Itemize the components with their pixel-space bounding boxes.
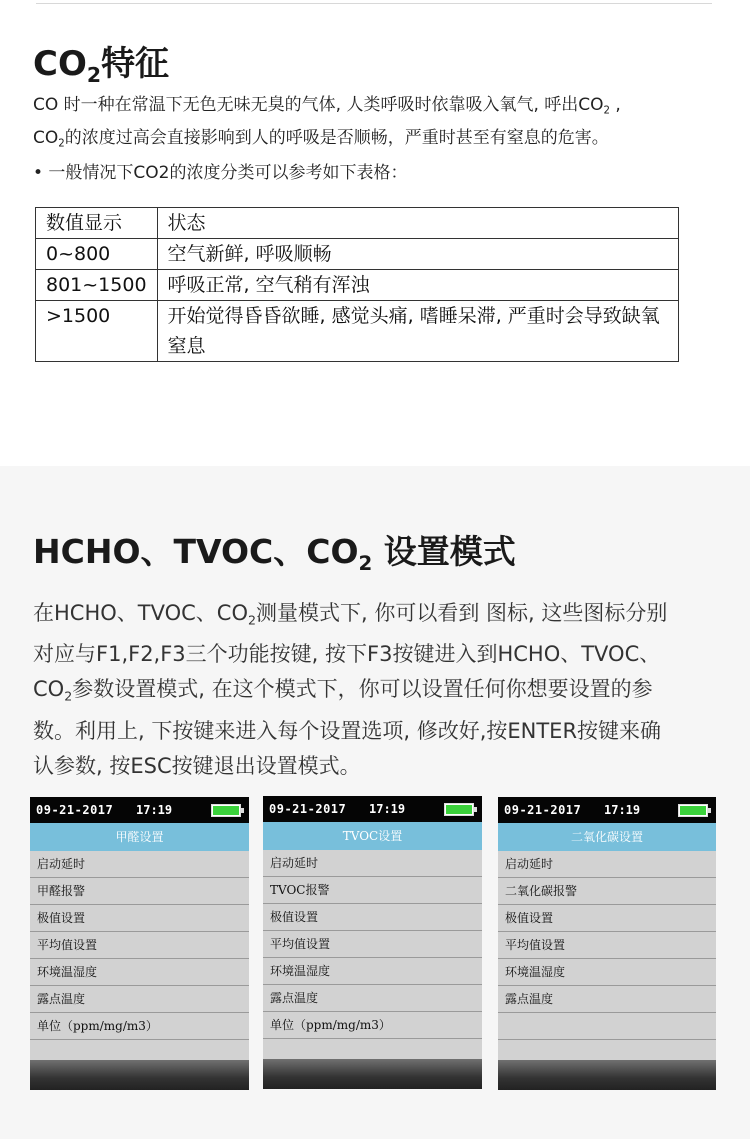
battery-icon	[678, 804, 708, 817]
device-time: 17:19	[604, 803, 641, 817]
table-cell-status: 空气新鲜, 呼吸顺畅	[157, 239, 678, 270]
menu-item-start-delay[interactable]: 启动延时	[30, 851, 249, 878]
table-cell-value: 801~1500	[36, 270, 158, 301]
menu-item-dew-point[interactable]: 露点温度	[498, 986, 716, 1013]
table-header-status: 状态	[157, 208, 678, 239]
menu-item-unit[interactable]: 单位（ppm/mg/m3）	[30, 1013, 249, 1040]
device-date: 09-21-2017	[504, 803, 582, 817]
co2-title: $CO_2$特征	[33, 44, 170, 88]
device-bottom-bar	[498, 1060, 716, 1090]
table-row	[36, 239, 679, 270]
menu-item-ambient-temp-humidity[interactable]: 环境温湿度	[498, 959, 716, 986]
menu-item-average-value[interactable]: 平均值设置	[263, 931, 482, 958]
menu-item-unit[interactable]: 单位（ppm/mg/m3）	[263, 1012, 482, 1039]
device-bottom-bar	[263, 1059, 482, 1089]
device-bottom-bar	[30, 1060, 249, 1090]
status-bar	[263, 796, 482, 822]
table-header-value: 数值显示	[36, 208, 158, 239]
table-cell-value: 0~800	[36, 239, 158, 270]
co2-description-line2: $CO_2$的浓度过高会直接影响到人的呼吸是否顺畅，严重时甚至有窒息的危害。	[33, 128, 609, 150]
settings-mode-title: HCHO、TVOC、$CO_2$ 设置模式	[33, 532, 516, 575]
battery-fill	[213, 806, 239, 815]
table-header-row	[36, 208, 679, 239]
menu-item-start-delay[interactable]: 启动延时	[498, 851, 716, 878]
co2-characteristics-section	[0, 0, 750, 466]
table-cell-status: 呼吸正常, 空气稍有浑浊	[157, 270, 678, 301]
menu-item-start-delay[interactable]: 启动延时	[263, 850, 482, 877]
device-screen-co2	[498, 797, 716, 1090]
device-time: 17:19	[369, 802, 406, 816]
menu-item-extreme-value[interactable]: 极值设置	[30, 905, 249, 932]
settings-menu	[263, 850, 482, 1066]
menu-item-average-value[interactable]: 平均值设置	[498, 932, 716, 959]
description-line: 认参数, 按ESC按键退出设置模式。	[33, 753, 361, 778]
table-cell-value: >1500	[36, 301, 158, 362]
settings-menu	[30, 851, 249, 1067]
device-date: 09-21-2017	[269, 802, 347, 816]
co2-description-line1: CO 时一种在常温下无色无味无臭的气体, 人类呼吸时依靠吸入氧气, 呼出$CO_2$ ,	[33, 95, 621, 117]
menu-item-alarm[interactable]: 甲醛报警	[30, 878, 249, 905]
menu-item-extreme-value[interactable]: 极值设置	[263, 904, 482, 931]
description-line: $CO_2$参数设置模式, 在这个模式下，你可以设置任何你想要设置的参	[33, 677, 653, 704]
divider	[36, 3, 712, 4]
table-row	[36, 270, 679, 301]
co2-level-table	[35, 207, 679, 362]
settings-menu	[498, 851, 716, 1067]
screen-title: 二氧化碳设置	[498, 823, 716, 851]
device-time: 17:19	[136, 803, 173, 817]
co2-table-intro: • 一般情况下CO2的浓度分类可以参考如下表格：	[33, 163, 408, 183]
menu-item-average-value[interactable]: 平均值设置	[30, 932, 249, 959]
battery-fill	[680, 806, 706, 815]
battery-fill	[446, 805, 472, 814]
status-bar	[498, 797, 716, 823]
device-date: 09-21-2017	[36, 803, 114, 817]
settings-mode-section	[0, 466, 750, 1139]
device-screen-tvoc	[263, 796, 482, 1089]
description-line: 对应与F1,F2,F3三个功能按键, 按下F3按键进入到HCHO、TVOC、	[33, 642, 661, 667]
menu-item-dew-point[interactable]: 露点温度	[263, 985, 482, 1012]
menu-item-ambient-temp-humidity[interactable]: 环境温湿度	[30, 959, 249, 986]
settings-mode-description	[33, 596, 723, 784]
screen-title: TVOC设置	[263, 822, 482, 850]
status-bar	[30, 797, 249, 823]
menu-item-extreme-value[interactable]: 极值设置	[498, 905, 716, 932]
battery-icon	[211, 804, 241, 817]
description-line: 在HCHO、TVOC、$CO_2$测量模式下, 你可以看到 图标, 这些图标分别	[33, 601, 668, 628]
menu-item-empty	[498, 1013, 716, 1040]
table-cell-status: 开始觉得昏昏欲睡, 感觉头痛, 嗜睡呆滞, 严重时会导致缺氧窒息	[157, 301, 678, 362]
battery-icon	[444, 803, 474, 816]
menu-item-dew-point[interactable]: 露点温度	[30, 986, 249, 1013]
menu-item-alarm[interactable]: 二氧化碳报警	[498, 878, 716, 905]
menu-item-ambient-temp-humidity[interactable]: 环境温湿度	[263, 958, 482, 985]
menu-item-alarm[interactable]: TVOC报警	[263, 877, 482, 904]
description-line: 数。利用上, 下按键来进入每个设置选项, 修改好,按ENTER按键来确	[33, 718, 662, 743]
screen-title: 甲醛设置	[30, 823, 249, 851]
device-screen-hcho	[30, 797, 249, 1090]
table-row	[36, 301, 679, 362]
